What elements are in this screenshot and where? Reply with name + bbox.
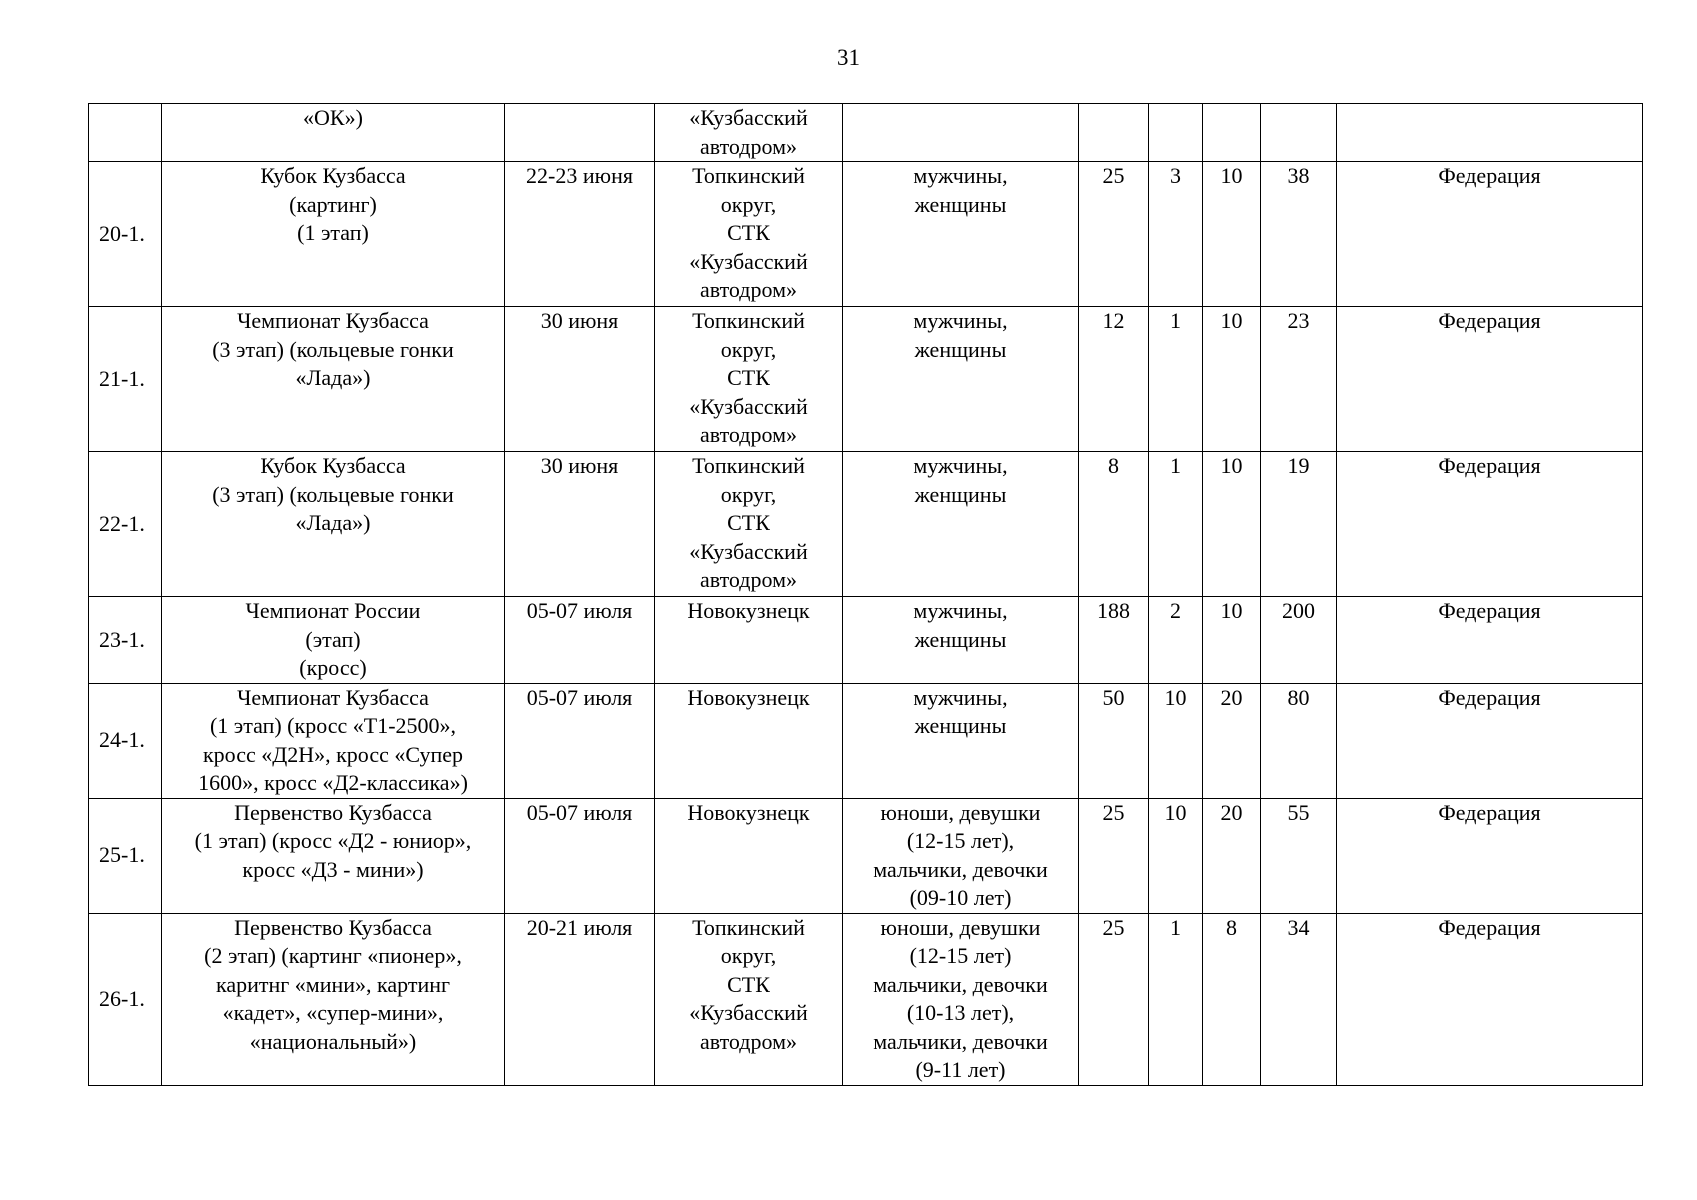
event-participants: юноши, девушки (12-15 лет) мальчики, девочки (10-13 лет), мальчики, девочки (9-11 лет): [843, 913, 1079, 1085]
count-total: 19: [1261, 452, 1337, 597]
event-name: Кубок Кузбасса (3 этап) (кольцевые гонки «Лада»): [162, 452, 505, 597]
event-number: 22-1.: [89, 452, 162, 597]
table-row: [89, 452, 1643, 597]
count-participants: 25: [1079, 798, 1149, 913]
count-support: 10: [1203, 452, 1261, 597]
count-participants: 25: [1079, 913, 1149, 1085]
count-judges: 10: [1149, 798, 1203, 913]
count-total: [1261, 104, 1337, 162]
event-participants: мужчины, женщины: [843, 307, 1079, 452]
event-place: Новокузнецк: [655, 597, 843, 684]
count-total: 23: [1261, 307, 1337, 452]
event-date: 30 июня: [505, 452, 655, 597]
count-support: 20: [1203, 798, 1261, 913]
count-participants: 25: [1079, 162, 1149, 307]
event-date: 05-07 июля: [505, 798, 655, 913]
event-place: Топкинский округ, СТК «Кузбасский автодром»: [655, 307, 843, 452]
event-participants: юноши, девушки (12-15 лет), мальчики, девочки (09-10 лет): [843, 798, 1079, 913]
event-organizer: Федерация: [1337, 307, 1643, 452]
count-judges: 1: [1149, 913, 1203, 1085]
page-number: 31: [837, 45, 860, 70]
count-judges: 10: [1149, 683, 1203, 798]
count-support: 10: [1203, 162, 1261, 307]
count-total: 200: [1261, 597, 1337, 684]
event-place: Топкинский округ, СТК «Кузбасский автодром»: [655, 452, 843, 597]
event-number: 21-1.: [89, 307, 162, 452]
event-date: 22-23 июня: [505, 162, 655, 307]
table-row: [89, 683, 1643, 798]
events-table: [88, 103, 1643, 1086]
event-name: Кубок Кузбасса (картинг) (1 этап): [162, 162, 505, 307]
event-number: 23-1.: [89, 597, 162, 684]
count-judges: [1149, 104, 1203, 162]
event-participants: [843, 104, 1079, 162]
count-total: 80: [1261, 683, 1337, 798]
event-name: «ОК»): [162, 104, 505, 162]
event-organizer: [1337, 104, 1643, 162]
count-support: 10: [1203, 597, 1261, 684]
event-participants: мужчины, женщины: [843, 452, 1079, 597]
count-support: [1203, 104, 1261, 162]
event-date: [505, 104, 655, 162]
table-row: [89, 597, 1643, 684]
event-name: Первенство Кузбасса (2 этап) (картинг «пионер», каритнг «мини», картинг «кадет», «супер-мини», «национальный»): [162, 913, 505, 1085]
count-participants: 188: [1079, 597, 1149, 684]
event-organizer: Федерация: [1337, 162, 1643, 307]
event-organizer: Федерация: [1337, 452, 1643, 597]
event-number: 26-1.: [89, 913, 162, 1085]
table-row: [89, 104, 1643, 162]
count-judges: 3: [1149, 162, 1203, 307]
table-row: [89, 162, 1643, 307]
event-participants: мужчины, женщины: [843, 162, 1079, 307]
event-participants: мужчины, женщины: [843, 597, 1079, 684]
table-row: [89, 798, 1643, 913]
event-place: Топкинский округ, СТК «Кузбасский автодром»: [655, 913, 843, 1085]
event-number: [89, 104, 162, 162]
event-number: 25-1.: [89, 798, 162, 913]
event-participants: мужчины, женщины: [843, 683, 1079, 798]
event-name: Первенство Кузбасса (1 этап) (кросс «Д2 - юниор», кросс «Д3 - мини»): [162, 798, 505, 913]
event-name: Чемпионат Кузбасса (3 этап) (кольцевые гонки «Лада»): [162, 307, 505, 452]
count-judges: 1: [1149, 452, 1203, 597]
event-place: Новокузнецк: [655, 798, 843, 913]
count-participants: [1079, 104, 1149, 162]
event-place: Новокузнецк: [655, 683, 843, 798]
event-name: Чемпионат Кузбасса (1 этап) (кросс «Т1-2500», кросс «Д2Н», кросс «Супер 1600», кросс «Д2-классика»): [162, 683, 505, 798]
count-support: 8: [1203, 913, 1261, 1085]
table-body: [89, 104, 1643, 1086]
event-date: 05-07 июля: [505, 597, 655, 684]
table-row: [89, 913, 1643, 1085]
event-organizer: Федерация: [1337, 597, 1643, 684]
event-place: «Кузбасский автодром»: [655, 104, 843, 162]
count-judges: 2: [1149, 597, 1203, 684]
event-organizer: Федерация: [1337, 683, 1643, 798]
event-name: Чемпионат России (этап) (кросс): [162, 597, 505, 684]
table-row: [89, 307, 1643, 452]
count-total: 38: [1261, 162, 1337, 307]
event-number: 24-1.: [89, 683, 162, 798]
event-organizer: Федерация: [1337, 913, 1643, 1085]
count-participants: 12: [1079, 307, 1149, 452]
event-number: 20-1.: [89, 162, 162, 307]
event-date: 30 июня: [505, 307, 655, 452]
count-support: 20: [1203, 683, 1261, 798]
count-judges: 1: [1149, 307, 1203, 452]
event-place: Топкинский округ, СТК «Кузбасский автодром»: [655, 162, 843, 307]
event-date: 20-21 июля: [505, 913, 655, 1085]
count-total: 34: [1261, 913, 1337, 1085]
event-organizer: Федерация: [1337, 798, 1643, 913]
count-participants: 50: [1079, 683, 1149, 798]
count-total: 55: [1261, 798, 1337, 913]
count-participants: 8: [1079, 452, 1149, 597]
event-date: 05-07 июля: [505, 683, 655, 798]
count-support: 10: [1203, 307, 1261, 452]
